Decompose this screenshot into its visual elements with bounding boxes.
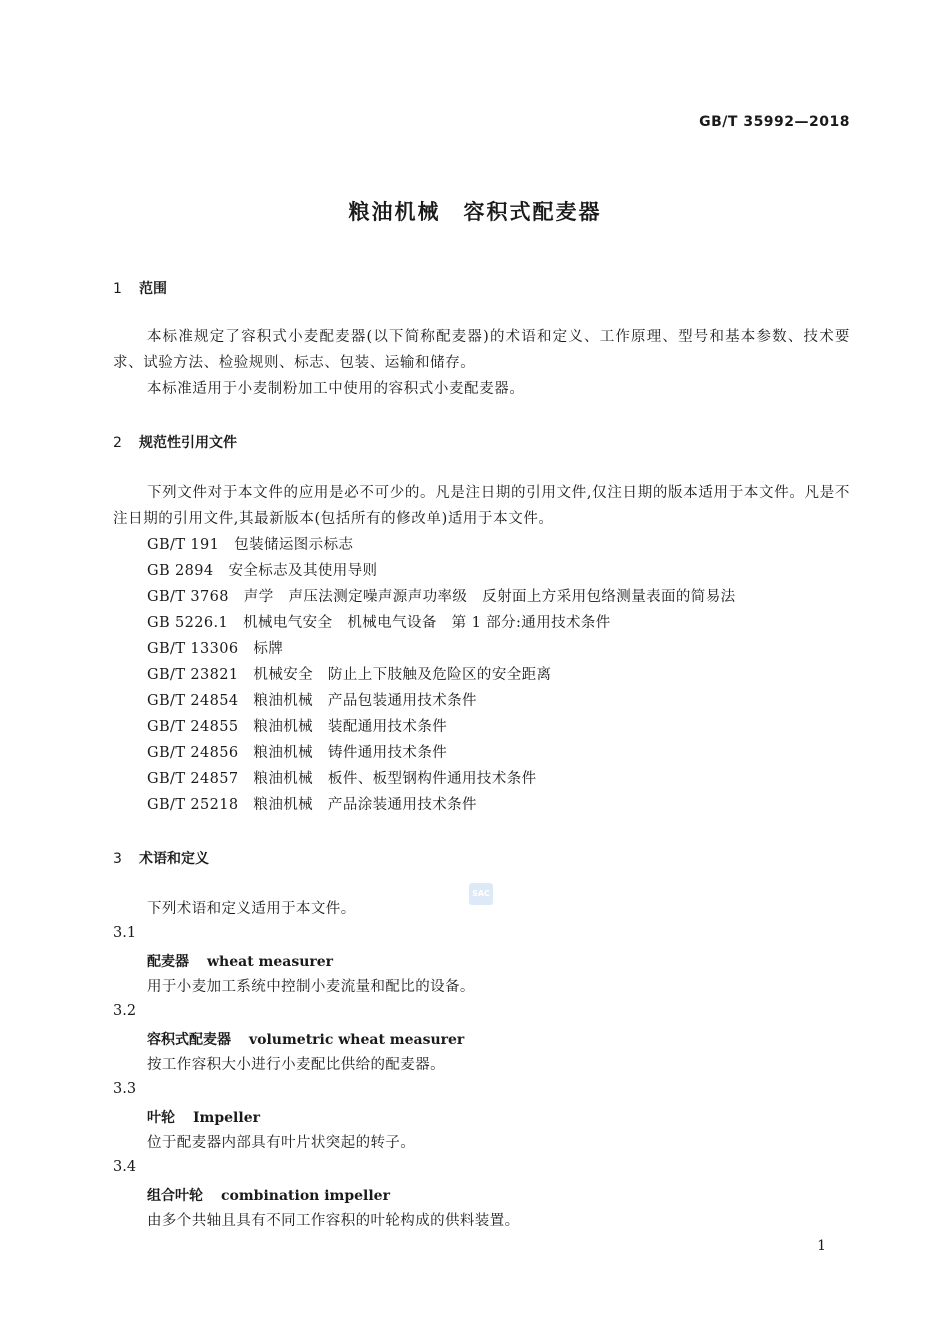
- reference-item: GB/T 191 包装储运图示标志: [147, 537, 354, 553]
- reference-item: GB/T 25218 粮油机械 产品涂装通用技术条件: [147, 797, 477, 813]
- section-heading-1: [113, 278, 167, 298]
- section-number: 2: [113, 435, 122, 451]
- reference-item: GB/T 3768 声学 声压法测定噪声源声功率级 反射面上方采用包络测量表面的简易法: [147, 589, 736, 605]
- term-entry: [147, 1107, 260, 1127]
- clause-number: 3.1: [113, 925, 137, 941]
- reference-item: GB/T 13306 标牌: [147, 641, 284, 657]
- term-zh: 容积式配麦器: [147, 1032, 231, 1048]
- paragraph: 本标准规定了容积式小麦配麦器(以下简称配麦器)的术语和定义、工作原理、型号和基本参数、技术要求、试验方法、检验规则、标志、包装、运输和储存。: [113, 329, 850, 371]
- term-definition: 位于配麦器内部具有叶片状突起的转子。: [147, 1135, 416, 1151]
- page-title: 粮油机械 容积式配麦器: [348, 200, 602, 224]
- term-entry: [147, 951, 333, 971]
- section-number: 1: [113, 281, 122, 297]
- term-entry: [147, 1029, 464, 1049]
- clause-number: 3.2: [113, 1003, 137, 1019]
- term-en: combination impeller: [221, 1188, 390, 1204]
- term-definition: 按工作容积大小进行小麦配比供给的配麦器。: [147, 1057, 445, 1073]
- term-en: Impeller: [193, 1110, 260, 1126]
- section-heading-3: [113, 848, 209, 868]
- term-definition: 由多个共轴且具有不同工作容积的叶轮构成的供料装置。: [147, 1213, 520, 1229]
- section-title: 规范性引用文件: [139, 435, 237, 451]
- section-title: 术语和定义: [139, 851, 209, 867]
- reference-item: GB/T 24854 粮油机械 产品包装通用技术条件: [147, 693, 477, 709]
- reference-item: GB 2894 安全标志及其使用导则: [147, 563, 378, 579]
- term-definition: 用于小麦加工系统中控制小麦流量和配比的设备。: [147, 979, 475, 995]
- term-en: volumetric wheat measurer: [249, 1032, 465, 1048]
- paragraph: 下列文件对于本文件的应用是必不可少的。凡是注日期的引用文件,仅注日期的版本适用于本文件。凡是不注日期的引用文件,其最新版本(包括所有的修改单)适用于本文件。: [113, 485, 850, 527]
- paragraph: 本标准适用于小麦制粉加工中使用的容积式小麦配麦器。: [147, 381, 525, 397]
- clause-number: 3.3: [113, 1081, 137, 1097]
- section-title: 范围: [139, 281, 167, 297]
- term-en: wheat measurer: [207, 954, 334, 970]
- section-heading-2: [113, 432, 237, 452]
- paragraph: 下列术语和定义适用于本文件。: [147, 901, 356, 917]
- sac-watermark-logo: SAC: [469, 883, 493, 905]
- clause-number: 3.4: [113, 1159, 137, 1175]
- term-zh: 叶轮: [147, 1110, 175, 1126]
- term-entry: [147, 1185, 390, 1205]
- page-number: 1: [817, 1238, 826, 1254]
- reference-item: GB/T 23821 机械安全 防止上下肢触及危险区的安全距离: [147, 667, 552, 683]
- section-number: 3: [113, 851, 122, 867]
- reference-item: GB/T 24855 粮油机械 装配通用技术条件: [147, 719, 448, 735]
- reference-item: GB/T 24857 粮油机械 板件、板型钢构件通用技术条件: [147, 771, 537, 787]
- reference-item: GB/T 24856 粮油机械 铸件通用技术条件: [147, 745, 448, 761]
- term-zh: 组合叶轮: [147, 1188, 203, 1204]
- reference-item: GB 5226.1 机械电气安全 机械电气设备 第 1 部分:通用技术条件: [147, 615, 611, 631]
- standard-code: GB/T 35992—2018: [699, 114, 850, 130]
- term-zh: 配麦器: [147, 954, 189, 970]
